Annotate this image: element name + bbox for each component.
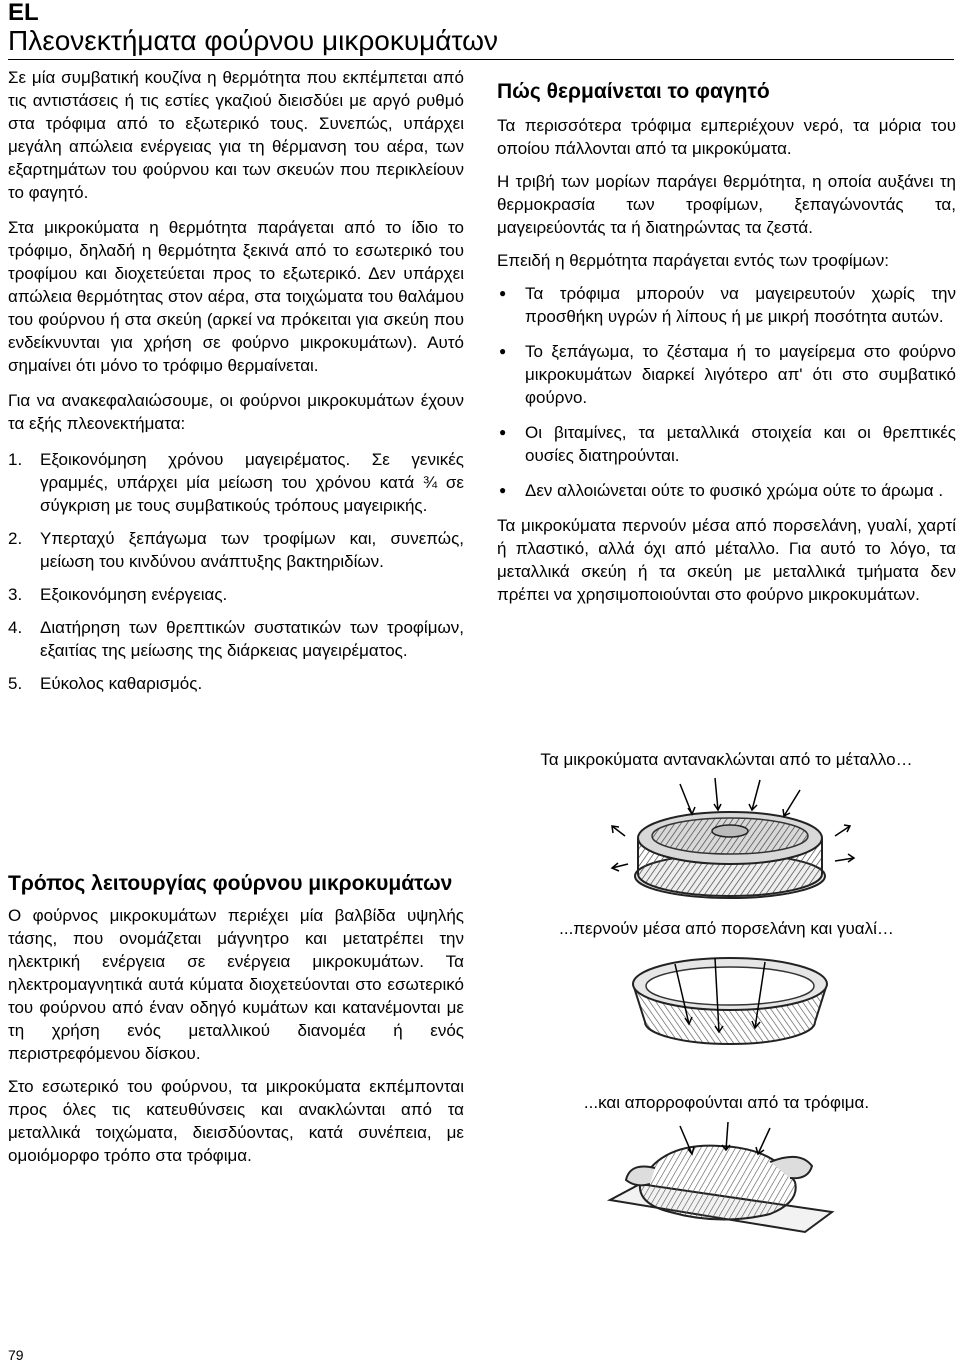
list-text: Εύκολος καθαρισμός. [40,674,203,693]
benefits-list [497,282,956,502]
operation-section [8,870,464,1177]
title-divider [8,59,954,60]
distribution-paragraph: Στο εσωτερικό του φούρνου, τα μικροκύματα εκπέμπονται προς όλες τις κατευθύνσεις και ανακλώνται από τα μεταλλικά τοιχώματα, διεισδύοντας, κατά συνέπεια, με ομοιόμορφο τρόπο στα τρόφιμα. [8,1077,464,1165]
list-text: Τα τρόφιμα μπορούν να μαγειρευτούν χωρίς την προσθήκη υγρών ή λίπους ή με μικρή ποσότητα αυτών. [525,284,956,326]
page-number: 79 [8,1347,24,1363]
list-item [497,282,956,328]
bullet-icon: ● [499,344,507,358]
list-item [8,527,464,573]
list-number: 4. [8,618,23,637]
microwave-heat-paragraph: Στα μικροκύματα η θερμότητα παράγεται από το ίδιο το τρόφιμο, δηλαδή η θερμότητα ξεκινά από το εσωτερικό του τροφίμου και διοχετεύεται προς το εξωτερικό. Δεν υπάρχει απώλεια θερμότητας στον αέρα, στα τοιχώματα του θαλάμου του φούρνου ή στα σκεύη (αρκεί να πρόκειται για σκεύη που ενδείκνυνται για χρήση σε φούρνο μικροκυμάτων). Αυτό σημαίνει ότι μόνο το τρόφιμο θερμαίνεται. [8,218,464,375]
left-column [8,66,464,705]
metal-pot-illustration [610,776,860,906]
bullet-icon: ● [499,483,507,497]
list-text: Υπερταχύ ξεπάγωμα των τροφίμων και, συνεπώς, μείωση του κινδύνου ανάπτυξης βακτηριδίων. [40,529,464,571]
magnetron-paragraph: Ο φούρνος μικροκυμάτων περιέχει μία βαλβίδα υψηλής τάσης, που ονομάζεται μάγνητρο και μετατρέπει την ηλεκτρική ενέργεια σε ενέργεια μικροκυμάτων. Τα ηλεκτρομαγνητικά αυτά κύματα διοχετεύονται στο εσωτερικό του φούρνου από έναν οδηγό κυμάτων και κατανέμονται με τη χρήση ενός μεταλλικού διανομέα ή ενός περιστρεφόμενου δίσκου. [8,906,464,1063]
friction-paragraph: Η τριβή των μορίων παράγει θερμότητα, η οποία αυξάνει τη θερμοκρασία των τροφίμων, ξεπαγώνοντάς τα, μαγειρεύοντάς τα ή διατηρώντας τα ζεστά. [497,172,956,237]
list-item [8,672,464,695]
advantages-list [8,448,464,695]
list-item [497,479,956,502]
right-column [497,78,956,616]
bullet-icon: ● [499,286,507,300]
heating-heading: Πώς θερμαίνεται το φαγητό [497,80,770,103]
porcelain-dish-illustration [615,944,845,1054]
list-item [8,616,464,662]
summary-paragraph: Για να ανακεφαλαιώσουμε, οι φούρνοι μικροκυμάτων έχουν τα εξής πλεονεκτήματα: [8,391,464,433]
metal-caption: Τα μικροκύματα αντανακλώνται από το μέταλλο… [540,750,913,769]
intro-paragraph: Σε μία συμβατική κουζίνα η θερμότητα που εκπέμπεται από τις αντιστάσεις ή τις εστίες γκαζιού διεισδύει με αργό ρυθμό στα τρόφιμα από το εξωτερικό τους. Συνεπώς, υπάρχει μεγάλη απώλεια ενέργειας για τη θέρμανση του αέρα, των εξαρτημάτων του φούρνου και των σκευών που περικλείουν το φαγητό. [8,68,464,202]
list-item [497,340,956,409]
because-paragraph: Επειδή η θερμότητα παράγεται εντός των τροφίμων: [497,251,889,270]
list-text: Το ξεπάγωμα, το ζέσταμα ή το μαγείρεμα στο φούρνο μικροκυμάτων διαρκεί λιγότερο απ' ότι στο συμβατικό φούρνο. [525,342,956,407]
porcelain-caption: ...περνούν μέσα από πορσελάνη και γυαλί… [559,919,894,938]
list-text: Διατήρηση των θρεπτικών συστατικών των τροφίμων, εξαιτίας της μείωσης της διάρκειας μαγειρέματος. [40,618,464,660]
list-number: 5. [8,674,23,693]
list-text: Εξοικονόμηση χρόνου μαγειρέματος. Σε γενικές γραμμές, υπάρχει μία μείωση του χρόνου κατά ¾ σε σύγκριση με τους συμβατικούς τρόπους μαγειρικής. [40,450,464,515]
food-caption: ...και απορροφούνται από τα τρόφιμα. [583,1093,870,1112]
list-text: Οι βιταμίνες, τα μεταλλικά στοιχεία και οι θρεπτικές ουσίες διατηρούνται. [525,423,956,465]
water-molecules-paragraph: Τα περισσότερα τρόφιμα εμπεριέχουν νερό, τα μόρια του οποίου πάλλονται από τα μικροκύματα. [497,116,956,158]
language-code: EL [8,0,39,26]
page-title: Πλεονεκτήματα φούρνου μικροκυμάτων [8,25,498,56]
list-item [497,421,956,467]
list-number: 3. [8,585,23,604]
list-number: 2. [8,529,23,548]
list-item [8,448,464,517]
bullet-icon: ● [499,425,507,439]
list-text: Εξοικονόμηση ενέργειας. [40,585,228,604]
materials-paragraph: Τα μικροκύματα περνούν μέσα από πορσελάνη, γυαλί, χαρτί ή πλαστικό, αλλά όχι από μέταλλο. Για αυτό το λόγο, τα μεταλλικά σκεύη ή τα σκεύη με μεταλλικά τμήματα δεν πρέπει να χρησιμοποιούνται στο φούρνο μικροκυμάτων. [497,516,956,604]
list-item [8,583,464,606]
list-number: 1. [8,450,23,469]
operation-heading: Τρόπος λειτουργίας φούρνου μικροκυμάτων [8,872,453,895]
roast-chicken-illustration [600,1122,840,1242]
list-text: Δεν αλλοιώνεται ούτε το φυσικό χρώμα ούτε το άρωμα . [525,481,944,500]
